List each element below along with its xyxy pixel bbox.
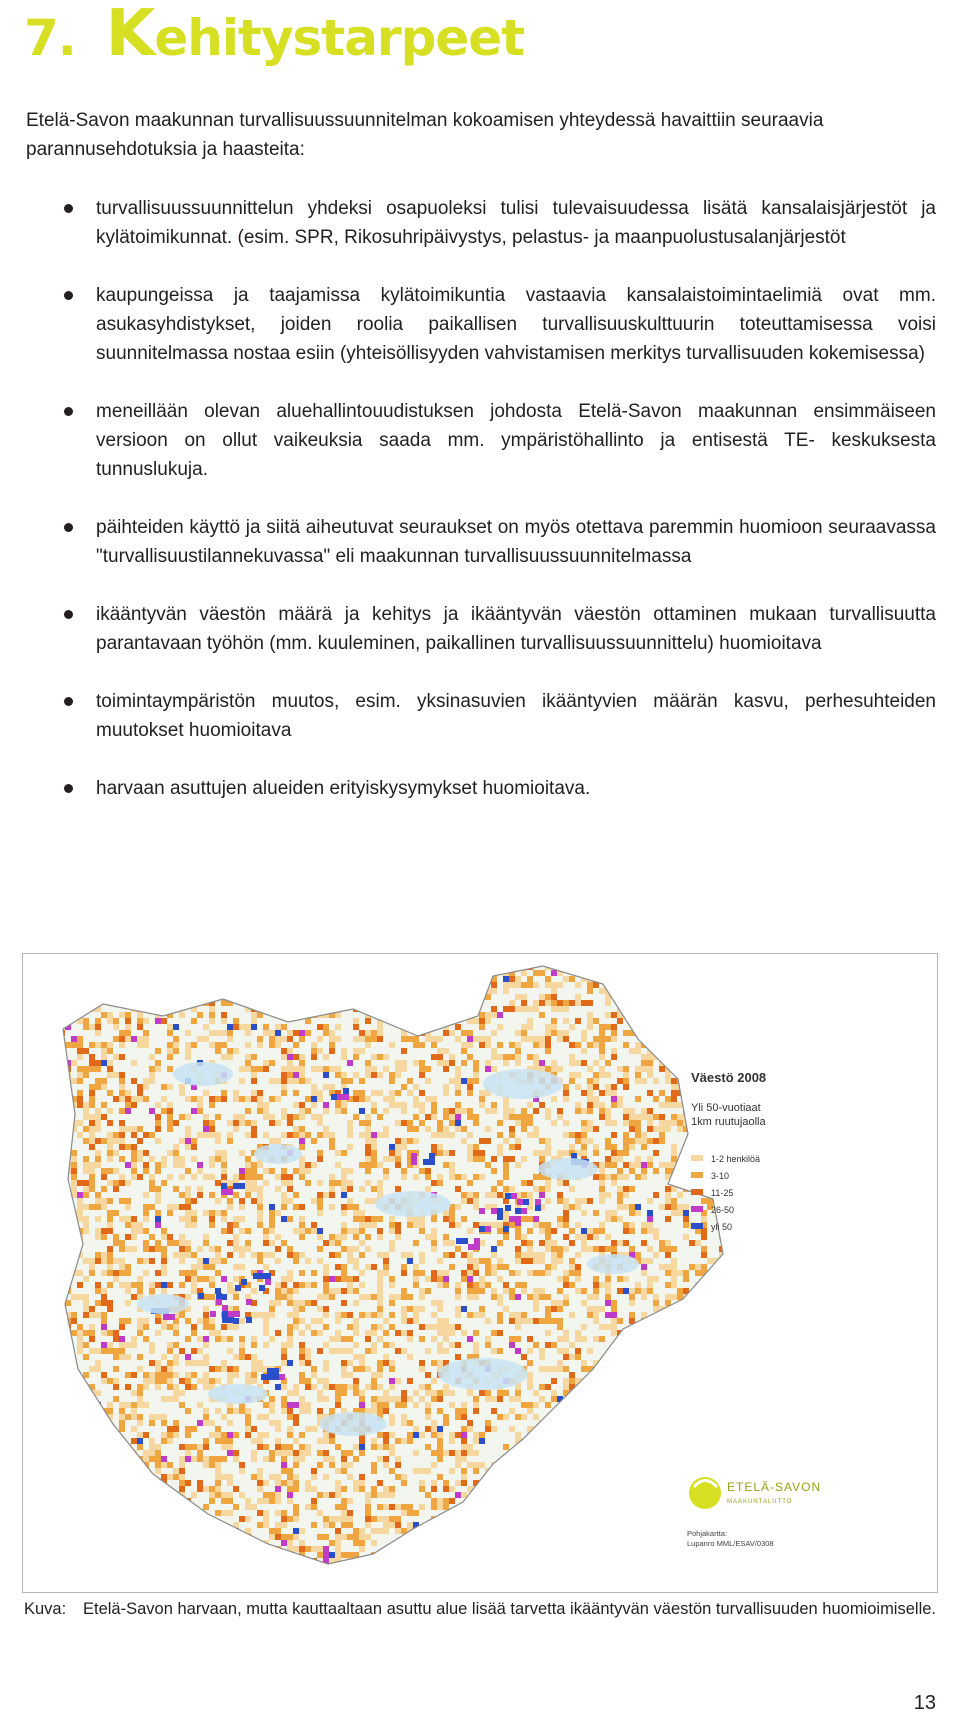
legend-label: yli 50	[711, 1222, 733, 1232]
logo-subname: MAAKUNTALIITTO	[727, 1499, 793, 1505]
needs-list	[60, 194, 936, 832]
legend-label: 26-50	[711, 1205, 735, 1215]
page-title	[24, 2, 524, 70]
legend-label: 1-2 henkilöä	[711, 1154, 761, 1164]
caption-text: Etelä-Savon harvaan, mutta kauttaaltaan asuttu alue lisää tarvetta ikääntyvän väestön turvallisuuden huomioimiselle.	[83, 1600, 936, 1618]
legend-swatch	[691, 1206, 703, 1212]
legend-subtitle: Yli 50-vuotiaat	[691, 1102, 761, 1114]
title-text: ehitystarpeet	[154, 9, 525, 67]
map-source: Pohjakartta:	[687, 1529, 728, 1538]
figure-caption	[24, 1598, 939, 1621]
maakuntaliitto-logo	[689, 1477, 821, 1509]
legend-label: 11-25	[711, 1188, 734, 1198]
legend-swatch	[691, 1155, 703, 1161]
title-initial: K	[105, 0, 155, 71]
logo-name: ETELÄ-SAVON	[727, 1480, 822, 1494]
legend-swatch	[691, 1223, 703, 1229]
list-item: ikääntyvän väestön määrä ja kehitys ja ikääntyvän väestön ottaminen mukaan turvallisuutta parantavaan työhön (mm. kuuleminen, paikallinen turvallisuussuunnittelu) huomioitava	[60, 600, 936, 658]
section-number: 7.	[24, 9, 76, 67]
map-source: Lupanro MML/ESAV/0308	[687, 1539, 774, 1548]
list-item: harvaan asuttujen alueiden erityiskysymykset huomioitava.	[60, 774, 936, 803]
list-item: päihteiden käyttö ja siitä aiheutuvat seuraukset on myös otettava paremmin huomioon seuraavassa "turvallisuustilannekuvassa" eli maakunnan turvallisuussuunnitelmassa	[60, 513, 936, 571]
page-number: 13	[913, 1692, 936, 1714]
legend-subtitle: 1km ruutujaolla	[691, 1116, 766, 1128]
list-item: kaupungeissa ja taajamissa kylätoimikuntia vastaavia kansalaistoimintaelimiä ovat mm. asukasyhdistykset, joiden roolia paikallisen turvallisuuskulttuurin toteuttamisessa voisi suunnitelmassa nostaa esiin (yhteisöllisyyden vahvistamisen merkitys turvallisuuden kokemisessa)	[60, 281, 936, 368]
caption-label: Kuva:	[24, 1600, 67, 1618]
region-map	[23, 954, 937, 1592]
population-map-figure	[22, 953, 938, 1593]
legend-title: Väestö 2008	[691, 1070, 767, 1085]
legend-label: 3-10	[711, 1171, 730, 1181]
list-item: turvallisuussuunnittelun yhdeksi osapuoleksi tulisi tulevaisuudessa lisätä kansalaisjärjestöt ja kylätoimikunnat. (esim. SPR, Rikosuhripäivystys, pelastus- ja maanpuolustusalanjärjestöt	[60, 194, 936, 252]
list-item: toimintaympäristön muutos, esim. yksinasuvien ikääntyvien määrän kasvu, perhesuhteiden muutokset huomioitava	[60, 687, 936, 745]
legend-swatch	[691, 1189, 703, 1195]
intro-paragraph: Etelä-Savon maakunnan turvallisuussuunnitelman kokoamisen yhteydessä havaittiin seuraavia parannusehdotuksia ja haasteita:	[26, 110, 824, 160]
list-item: meneillään olevan aluehallintouudistuksen johdosta Etelä-Savon maakunnan ensimmäiseen versioon on ollut vaikeuksia saada mm. ympäristöhallinto ja entisestä TE- keskuksesta tunnuslukuja.	[60, 397, 936, 484]
legend-swatch	[691, 1172, 703, 1178]
population-map	[23, 954, 937, 1592]
map-legend	[691, 1070, 766, 1232]
